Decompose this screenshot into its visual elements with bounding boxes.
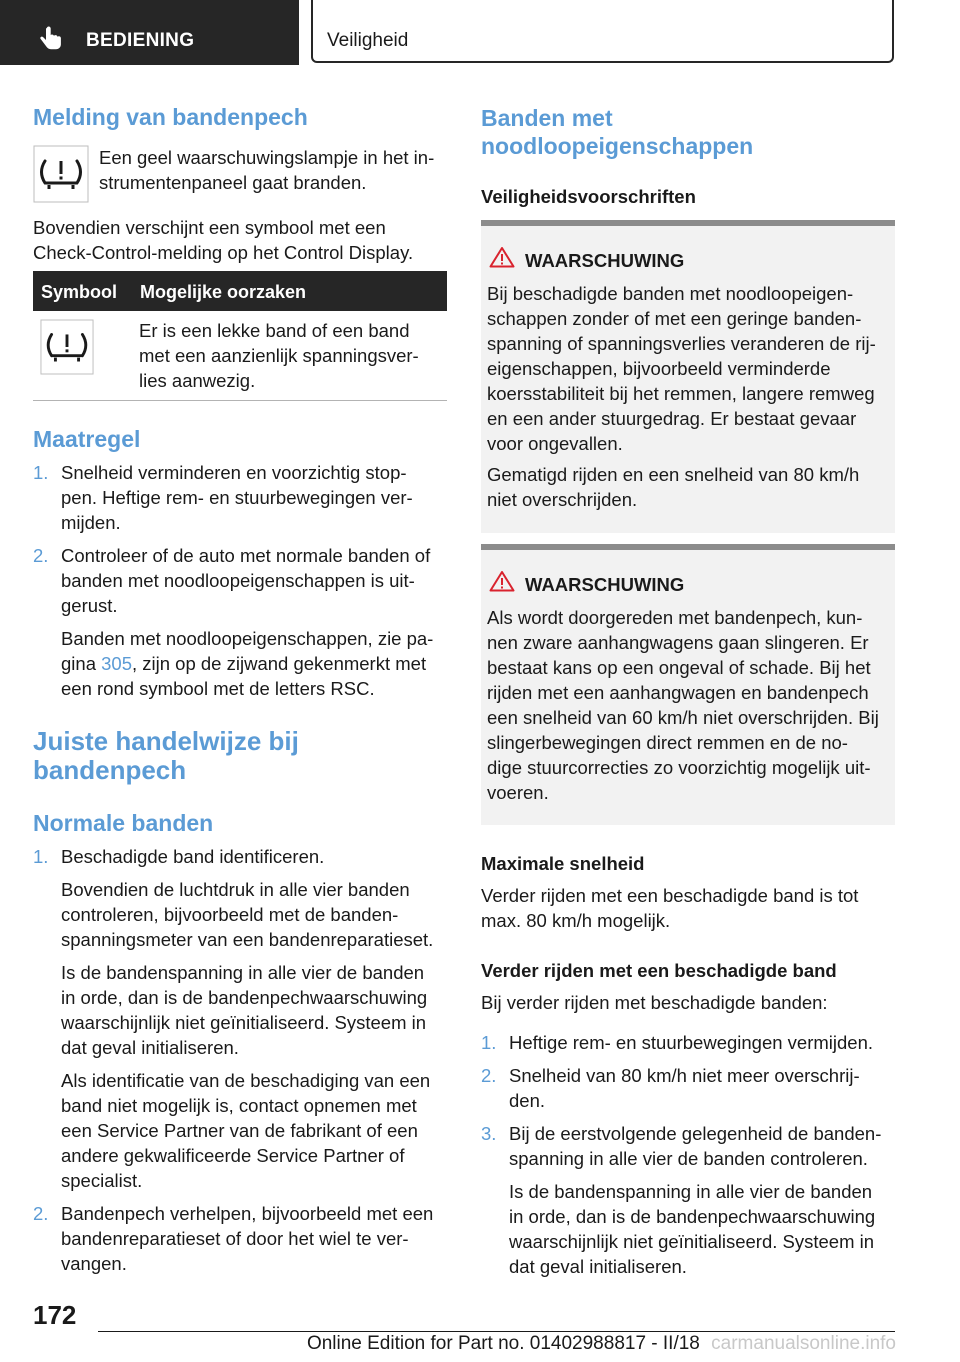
text-line: max. 80 km/h mogelijk. [481, 910, 671, 931]
text-line: voeren. [487, 782, 549, 803]
text-line: nen zware aanhangwagens gaan slingeren. Er [487, 632, 869, 653]
text-line: een snelheid van 60 km/h niet overschrijden. Bij [487, 707, 879, 728]
bovendien-text [33, 215, 413, 265]
warning-triangle-icon [489, 246, 515, 268]
heading-banden-noodloop [481, 104, 753, 160]
table-row [139, 318, 419, 393]
list-item [33, 543, 453, 618]
col-oorzaken: Mogelijke oorzaken [140, 282, 307, 302]
text-line: Verder rijden met een beschadigde band is tot [481, 885, 859, 906]
text-line: Banden met [481, 105, 613, 131]
text-line: gerust. [61, 595, 118, 616]
list-number: 1. [33, 846, 49, 867]
text-line: banden met noodloopeigenschappen is uit- [61, 570, 415, 591]
list-item [481, 1121, 901, 1279]
text-line: Bovendien verschijnt een symbool met een [33, 217, 386, 238]
text-line: spanning of spanningsverlies veranderen de rij- [487, 333, 876, 354]
text-line: spanning in alle vier de banden controleren. [509, 1148, 868, 1169]
text-line: Snelheid van 80 km/h niet meer overschrij- [509, 1065, 860, 1086]
divider [33, 400, 447, 401]
text-line: Snelheid verminderen en voorzichtig stop- [61, 462, 407, 483]
warning-text [487, 605, 892, 805]
warning-title: WAARSCHUWING [525, 574, 685, 595]
list-item [33, 460, 453, 535]
footer-rule [98, 1331, 895, 1332]
text-line: dat geval initialiseren. [509, 1256, 687, 1277]
text-line: Bij de eerstvolgende gelegenheid de banden- [509, 1123, 882, 1144]
text-line: bandenreparatieset of door het wiel te ver- [61, 1228, 409, 1249]
text-line: Bandenpech verhelpen, bijvoorbeeld met een [61, 1203, 434, 1224]
heading-veiligheidsvoorschriften: Veiligheidsvoorschriften [481, 186, 696, 207]
list-number: 2. [481, 1065, 497, 1086]
chapter-tab[interactable] [0, 0, 299, 65]
text-line: Bij beschadigde banden met noodloopeigen- [487, 283, 854, 304]
chapter-title: BEDIENING [86, 30, 195, 51]
heading-maximale-snelheid: Maximale snelheid [481, 853, 645, 874]
tire-pressure-warning-icon [33, 145, 89, 203]
text-line: Is de bandenspanning in alle vier de banden [61, 962, 425, 983]
verder-intro: Bij verder rijden met beschadigde banden: [481, 992, 828, 1013]
edition-label: Online Edition for Part no. 01402988817 - II/18 [306, 1333, 700, 1354]
list-item [33, 844, 453, 1193]
text-line: lies aanwezig. [139, 370, 256, 391]
section-title: Veiligheid [327, 30, 409, 51]
text-line: Controleer of de auto met normale banden of [61, 545, 431, 566]
warning-box-1 [481, 226, 895, 533]
text-line: en een ander stuurgedrag. Er bestaat gevaar [487, 408, 857, 429]
text-fragment: gina [61, 653, 102, 674]
verder-list [481, 1030, 901, 1279]
list-number: 2. [33, 1203, 49, 1224]
text-line: schappen zonder of met een geringe banden- [487, 308, 862, 329]
edition-text [307, 1333, 896, 1355]
warning-title: WAARSCHUWING [525, 250, 685, 271]
text-line: band niet mogelijk is, contact opnemen met [61, 1095, 417, 1116]
tire-pressure-warning-icon [40, 319, 94, 375]
section-header [311, 0, 894, 63]
text-line: den. [509, 1090, 546, 1111]
list-number: 3. [481, 1123, 497, 1144]
heading-melding: Melding van bandenpech [33, 104, 308, 130]
list-item [481, 1063, 901, 1113]
text-line: dige stuurcorrecties zo voorzichtig mogelijk uit- [487, 757, 871, 778]
text-line: Beschadigde band identificeren. [61, 846, 325, 867]
text-line: bandenpech [33, 755, 187, 785]
text-line: koersstabiliteit bij het remmen, langere remweg [487, 383, 875, 404]
list-number: 1. [481, 1032, 497, 1053]
text-line: waarschijnlijk niet geïnitialiseerd. Systeem in [509, 1231, 875, 1252]
text-line: Juiste handelwijze bij [33, 726, 299, 756]
text-line: niet overschrijden. [487, 489, 638, 510]
text-line: Bovendien de luchtdruk in alle vier banden [61, 879, 410, 900]
hand-pointer-icon [38, 26, 64, 54]
text-line: dat geval initialiseren. [61, 1037, 239, 1058]
list-item [33, 1201, 453, 1276]
text-line: Check-Control-melding op het Control Display. [33, 242, 414, 263]
text-line: in orde, dan is de bandenpechwaarschuwing [61, 987, 428, 1008]
max-text [481, 883, 858, 933]
list-item [481, 1030, 901, 1055]
warning-box-2 [481, 550, 895, 825]
warning-text [487, 281, 892, 512]
text-line: met een aanzienlijk spanningsver- [139, 345, 419, 366]
text-line: Gematigd rijden en een snelheid van 80 km/h [487, 464, 860, 485]
text-line: Er is een lekke band of een band [139, 320, 410, 341]
text-line: in orde, dan is de bandenpechwaarschuwing [509, 1206, 876, 1227]
rsc-paragraph [33, 626, 453, 701]
text-line: controleren, bijvoorbeeld met de banden- [61, 904, 399, 925]
text-line: slingerbewegingen direct remmen en de no- [487, 732, 848, 753]
page-number: 172 [33, 1300, 77, 1330]
normale-list [33, 844, 453, 1276]
maatregel-list [33, 460, 453, 701]
warning-triangle-icon [489, 570, 515, 592]
text-line: Heftige rem- en stuurbewegingen vermijden. [509, 1032, 874, 1053]
text-line: pen. Heftige rem- en stuurbewegingen ver- [61, 487, 413, 508]
text-line: Een geel waarschuwingslampje in het in- [99, 147, 435, 168]
text-line [61, 651, 453, 676]
text-line: mijden. [61, 512, 121, 533]
text-line: een Service Partner van de fabrikant of een [61, 1120, 418, 1141]
col-symbool: Symbool [41, 282, 118, 302]
watermark: carmanualsonline.info [711, 1333, 896, 1354]
list-number: 1. [33, 462, 49, 483]
text-line: Banden met noodloopeigenschappen, zie pa- [61, 628, 434, 649]
text-line: Als wordt doorgereden met bandenpech, kun- [487, 607, 863, 628]
text-line: Is de bandenspanning in alle vier de banden [509, 1181, 873, 1202]
text-line: spanningsmeter van een bandenreparatieset. [61, 929, 434, 950]
table-header [33, 271, 447, 311]
list-number: 2. [33, 545, 49, 566]
heading-normale: Normale banden [33, 810, 214, 836]
text-line: Als identificatie van de beschadiging van een [61, 1070, 431, 1091]
text-line: rijden met een aanhangwagen en bandenpech [487, 682, 869, 703]
text-line: bestaat kans op een ongeval of schade. Bij het [487, 657, 871, 678]
text-fragment: , zijn op de zijwand gekenmerkt met [132, 653, 427, 674]
text-line: een rond symbool met de letters RSC. [61, 678, 375, 699]
text-line: vangen. [61, 1253, 127, 1274]
text-line: andere gekwalificeerde Service Partner of [61, 1145, 405, 1166]
text-line: strumentenpaneel gaat branden. [99, 172, 367, 193]
heading-juiste [33, 727, 299, 785]
text-line: eigenschappen, bijvoorbeeld verminderde [487, 358, 831, 379]
text-line: voor ongevallen. [487, 433, 623, 454]
page-link[interactable]: 305 [101, 653, 132, 674]
heading-verder-rijden: Verder rijden met een beschadigde band [481, 960, 837, 981]
text-line: noodloopeigenschappen [481, 133, 754, 159]
text-line: waarschijnlijk niet geïnitialiseerd. Systeem in [61, 1012, 427, 1033]
heading-maatregel: Maatregel [33, 426, 141, 452]
text-line: specialist. [61, 1170, 143, 1191]
melding-text [99, 145, 434, 195]
